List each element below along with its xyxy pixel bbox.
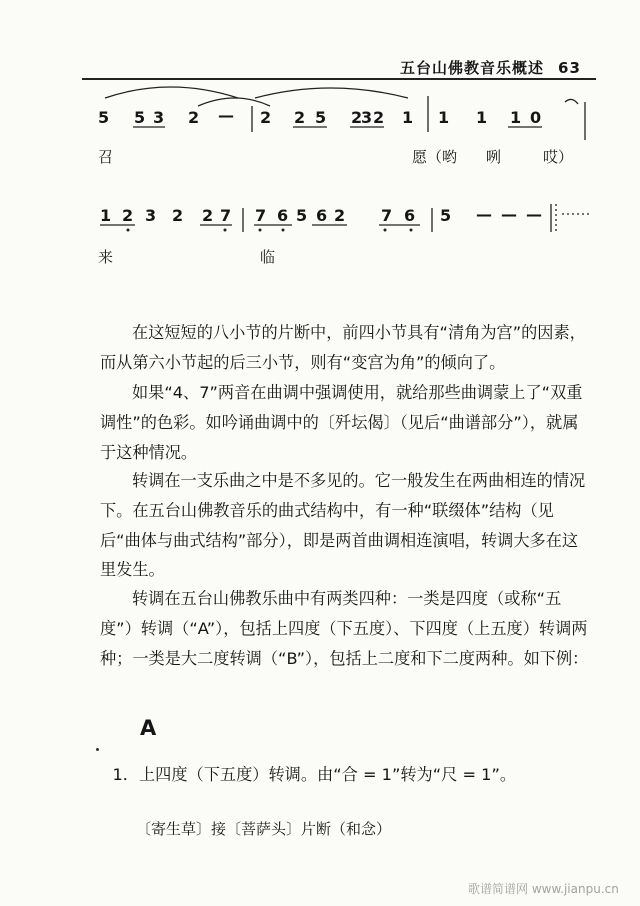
paragraph: 转调在一支乐曲之中是不多见的。它一般发生在两曲相连的情况下。在五台山佛教音乐的曲式结构中，有一种“联缀体”结构（见后“曲体与曲式结构”部分），即是两首曲调相连演唱，转调大多在这里发生。 xyxy=(100,471,586,580)
paragraph: 在这短短的八小节的片断中，前四小节具有“清角为宫”的因素，而从第六小节起的后三小节，则有“变宫为角”的倾向了。 xyxy=(100,323,586,372)
lyric: 临 xyxy=(260,248,276,266)
note: 5 xyxy=(296,206,308,225)
note: 1 xyxy=(476,108,488,127)
list-item-text: 上四度（下五度）转调。由“合 = 1”转为“尺 = 1”。 xyxy=(139,765,517,784)
header-title: 五台山佛教音乐概述 xyxy=(400,59,545,77)
list-item xyxy=(103,760,593,790)
note: 1 xyxy=(510,108,522,127)
note: 7 xyxy=(381,206,393,225)
note: 7 xyxy=(255,206,267,225)
note: 2 xyxy=(188,108,200,127)
note: 5 xyxy=(440,206,452,225)
note: 7 xyxy=(220,206,232,225)
note: 6 xyxy=(277,206,289,225)
note: 5 xyxy=(315,108,327,127)
note: 2 xyxy=(172,206,184,225)
lyric: 哎） xyxy=(543,148,574,166)
note: 2 xyxy=(294,108,306,127)
page-number: 63 xyxy=(558,59,581,77)
note: 5 xyxy=(134,108,146,127)
paragraph: 转调在五台山佛教乐曲中有两类四种：一类是四度（或称“五度”）转调（“A”），包括上四度（下五度）、下四度（上五度）转调两种；一类是大二度转调（“B”），包括上二度和下二度两种。如下例： xyxy=(100,589,589,668)
watermark: 歌谱简谱网 www.jianpu.cn xyxy=(468,882,619,896)
note: 2 xyxy=(373,108,385,127)
note: 6 xyxy=(316,206,328,225)
note: 2 xyxy=(122,206,134,225)
paragraph: 如果“4、7”两音在曲调中强调使用，就给那些曲调蒙上了“双重调性”的色彩。如吟诵曲调中的〔歼坛偈〕（见后“曲谱部分”），就属于这种情况。 xyxy=(100,383,583,462)
note: 2 xyxy=(202,206,214,225)
list-item-number: 1． xyxy=(112,765,139,784)
lyric: 愿（哟 xyxy=(412,148,458,166)
lyric: 召 xyxy=(98,148,114,166)
jianpu-notation xyxy=(0,0,640,300)
note: 2 xyxy=(260,108,272,127)
lyric: 咧 xyxy=(486,148,502,166)
note: 0 xyxy=(530,108,542,127)
note: 3 xyxy=(153,108,165,127)
note: 1 xyxy=(438,108,450,127)
note: 3 xyxy=(361,108,373,127)
note: 2 xyxy=(351,108,363,127)
note: 2 xyxy=(334,206,346,225)
dash: — xyxy=(501,205,517,224)
note: 1 xyxy=(402,108,414,127)
note: 1 xyxy=(100,206,112,225)
margin-dot xyxy=(96,748,99,751)
dash: — xyxy=(218,106,234,125)
note: 3 xyxy=(145,206,157,225)
dash: — xyxy=(526,205,542,224)
dash: — xyxy=(476,205,492,224)
section-heading: A xyxy=(140,716,157,740)
lyric: 来 xyxy=(98,248,114,266)
source-note: 〔寄生草〕接〔菩萨头〕片断（和念） xyxy=(136,820,392,838)
note: 5 xyxy=(98,108,110,127)
note: 6 xyxy=(404,206,416,225)
